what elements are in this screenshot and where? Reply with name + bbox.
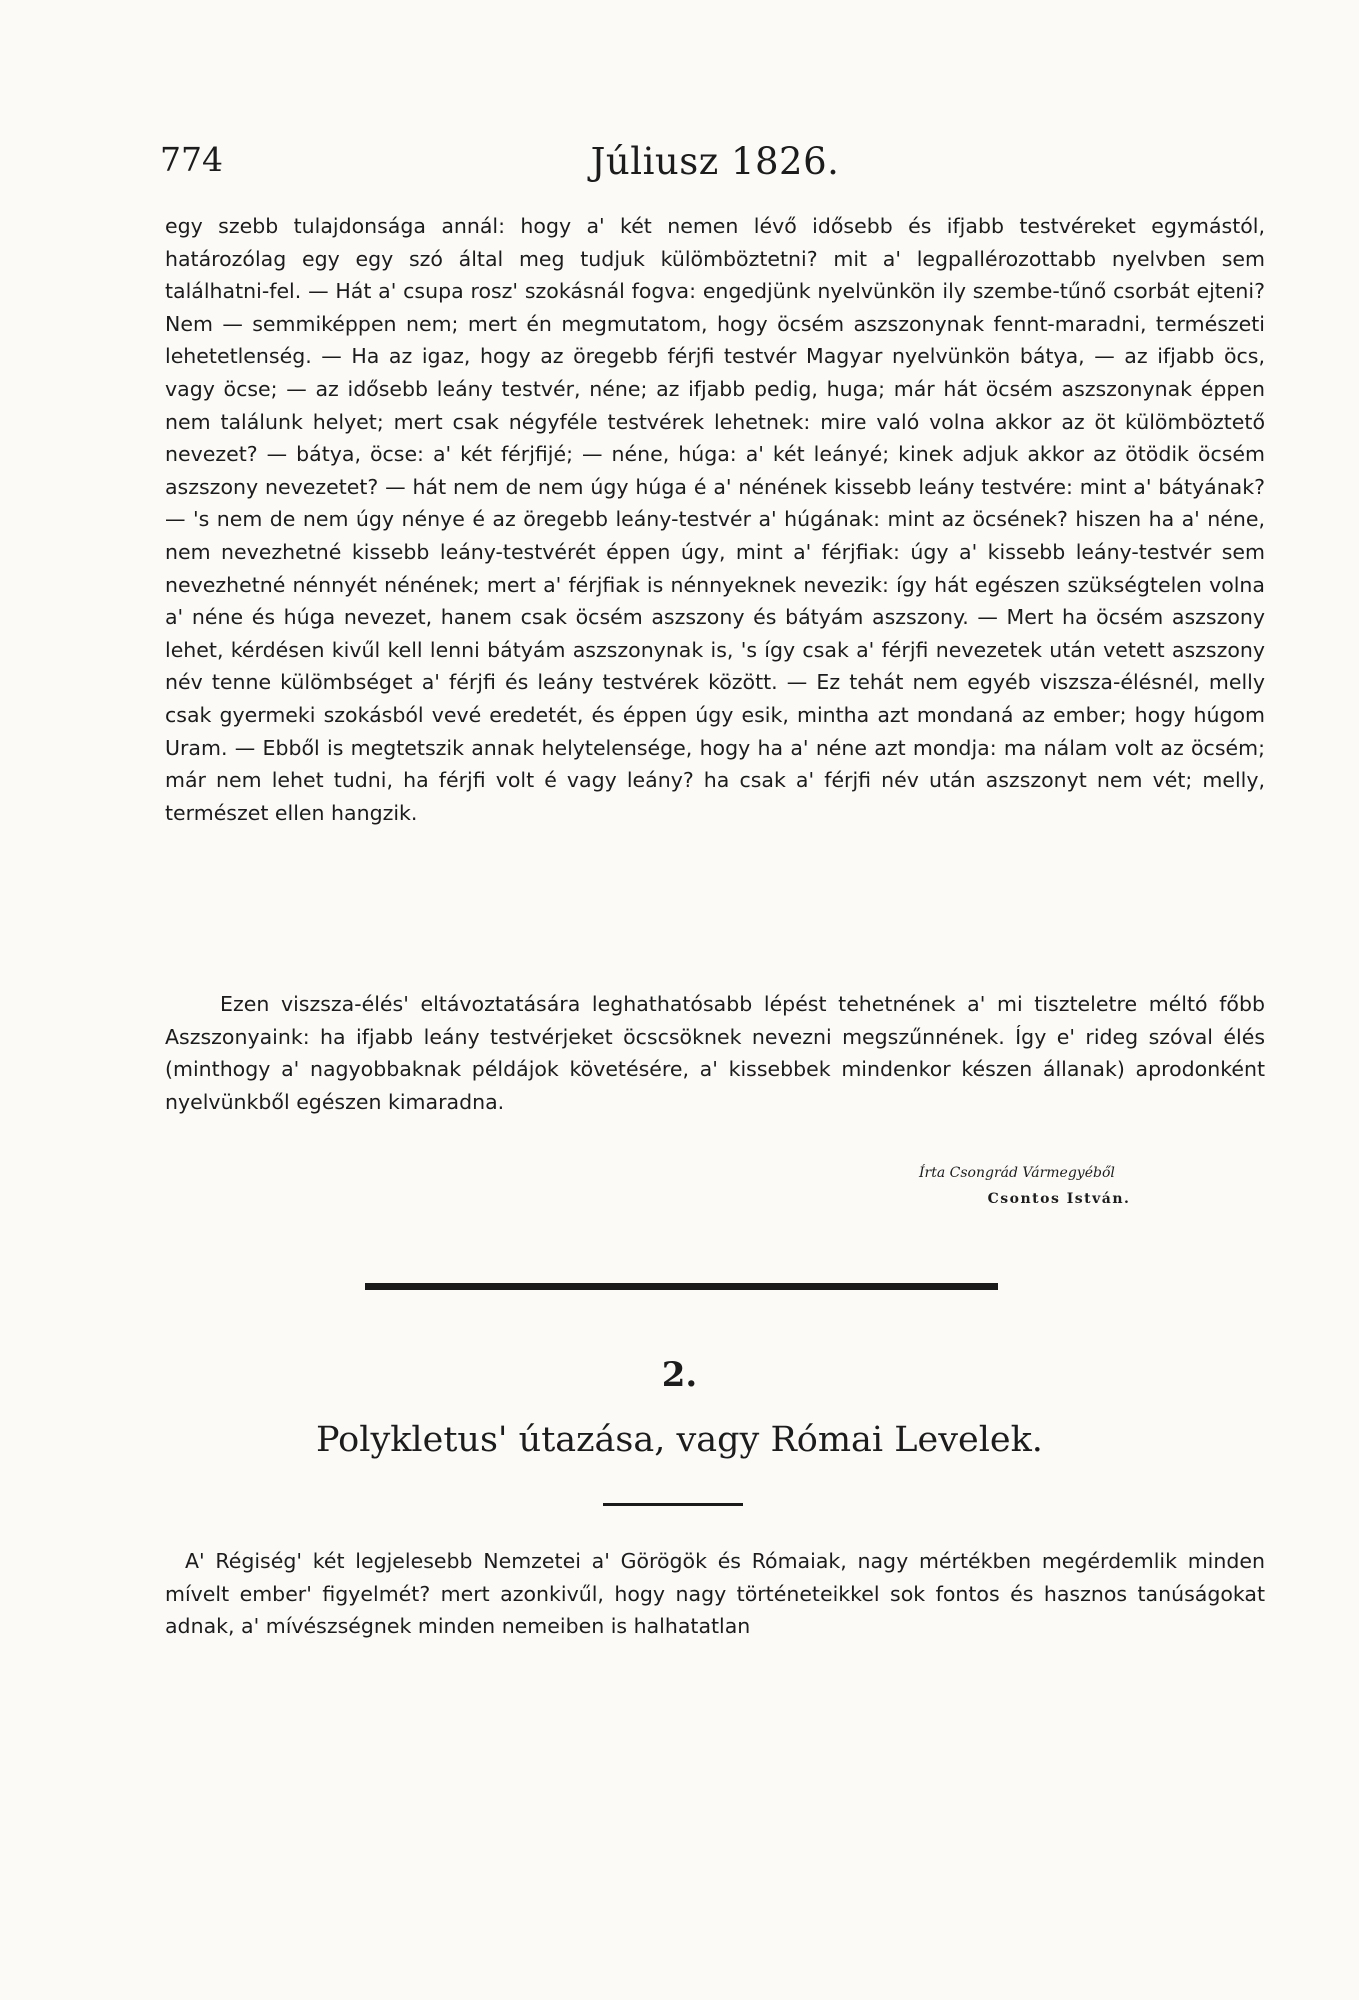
- signature-block: [919, 1160, 1199, 1212]
- running-title: Júliusz 1826.: [590, 140, 840, 183]
- section-title: Polykletus' útazása, vagy Római Levelek.: [316, 1420, 1043, 1460]
- author-name: Csontos István.: [987, 1191, 1131, 1207]
- article2-paragraph1-text: A' Régiség' két legjelesebb Nemzetei a' Görögök és Rómaiak, nagy mértékben megérdemlik minden mívelt ember' figyelmét? mert azonkivűl, hogy nagy történeteikkel sok fontos és hasznos tanúságokat adnak, a' mívészségnek minden nemeiben is halhatatlan: [165, 1549, 1265, 1639]
- title-underline: [603, 1503, 743, 1506]
- article2-paragraph1: [165, 1545, 1265, 1643]
- article1-paragraph1-text: egy szebb tulajdonsága annál: hogy a' két nemen lévő idősebb és ifjabb testvéreket egymástól, határozólag egy egy szó által meg tudjuk külömböztetni? mit a' legpallérozottabb nyelvben sem találhatni-fel. — Hát a' csupa rosz' szokásnál fogva: engedjünk nyelvünkön ily szembe-tűnő csorbát ejteni? Nem — semmiképpen nem; mert én megmutatom, hogy öcsém aszszonynak fennt-maradni, természeti lehetetlenség. — Ha az igaz, hogy az öregebb férjfi testvér Magyar nyelvünkön bátya, — az ifjabb öcs, vagy öcse; — az idősebb leány testvér, néne; az ifjabb pedig, huga; már hát öcsém aszszonynak éppen nem találunk helyet; mert csak négyféle testvérek lehetnek: mire való volna akkor az öt külömböztető nevezet? — bátya, öcse: a' két férjfijé; — néne, húga: a' két leányé; kinek adjuk akkor az ötödik öcsém aszszony nevezetet? — hát nem de nem úgy húga é a' nénének kissebb leány testvére: mint a' bátyának? — 's nem de nem úgy nénye é az öregebb leány-testvér a' húgának: mint az öcsének? hiszen ha a' néne, nem nevezhetné kissebb leány-testvérét éppen úgy, mint a' férjfiak: úgy a' kissebb leány-testvér sem nevezhetné nénnyét nénének; mert a' férjfiak is nénnyeknek nevezik: így hát egészen szükségtelen volna a' néne és húga nevezet, hanem csak öcsém aszszony és bátyám aszszony. — Mert ha öcsém aszszony lehet, kérdésen kivűl kell lenni bátyám aszszonynak is, 's így csak a' férjfi nevezetek után vetett aszszony név tenne külömbséget a' férjfi és leány testvérek között. — Ez tehát nem egyéb viszsza-élésnél, melly csak gyermeki szokásból vevé eredetét, és éppen úgy esik, mintha azt mondaná az ember; hogy húgom Uram. — Ebből is megtetszik annak helytelensége, hogy ha a' néne azt mondja: ma nálam volt az öcsém; már nem lehet tudni, ha férjfi volt é vagy leány? ha csak a' férjfi név után aszszonyt nem vét; melly, természet ellen hangzik.: [165, 214, 1265, 825]
- section-divider: [365, 1283, 998, 1290]
- article1-paragraph1: [165, 210, 1265, 829]
- page-number: 774: [160, 140, 223, 179]
- article1-paragraph2: [165, 988, 1265, 1118]
- signature-line: Írta Csongrád Vármegyéből: [919, 1165, 1115, 1181]
- article1-paragraph2-text: Ezen viszsza-élés' eltávoztatására leghathatósabb lépést tehetnének a' mi tiszteletre méltó főbb Aszszonyaink: ha ifjabb leány testvérjeket öcscsöknek nevezni megszűnnének. Így e' rideg szóval élés (minthogy a' nagyobbaknak példájok követésére, a' kissebbek mindenkor készen állanak) aprodonként nyelvünkből egészen kimaradna.: [165, 992, 1265, 1114]
- section-number: 2.: [661, 1355, 698, 1395]
- page-header: [160, 140, 1270, 190]
